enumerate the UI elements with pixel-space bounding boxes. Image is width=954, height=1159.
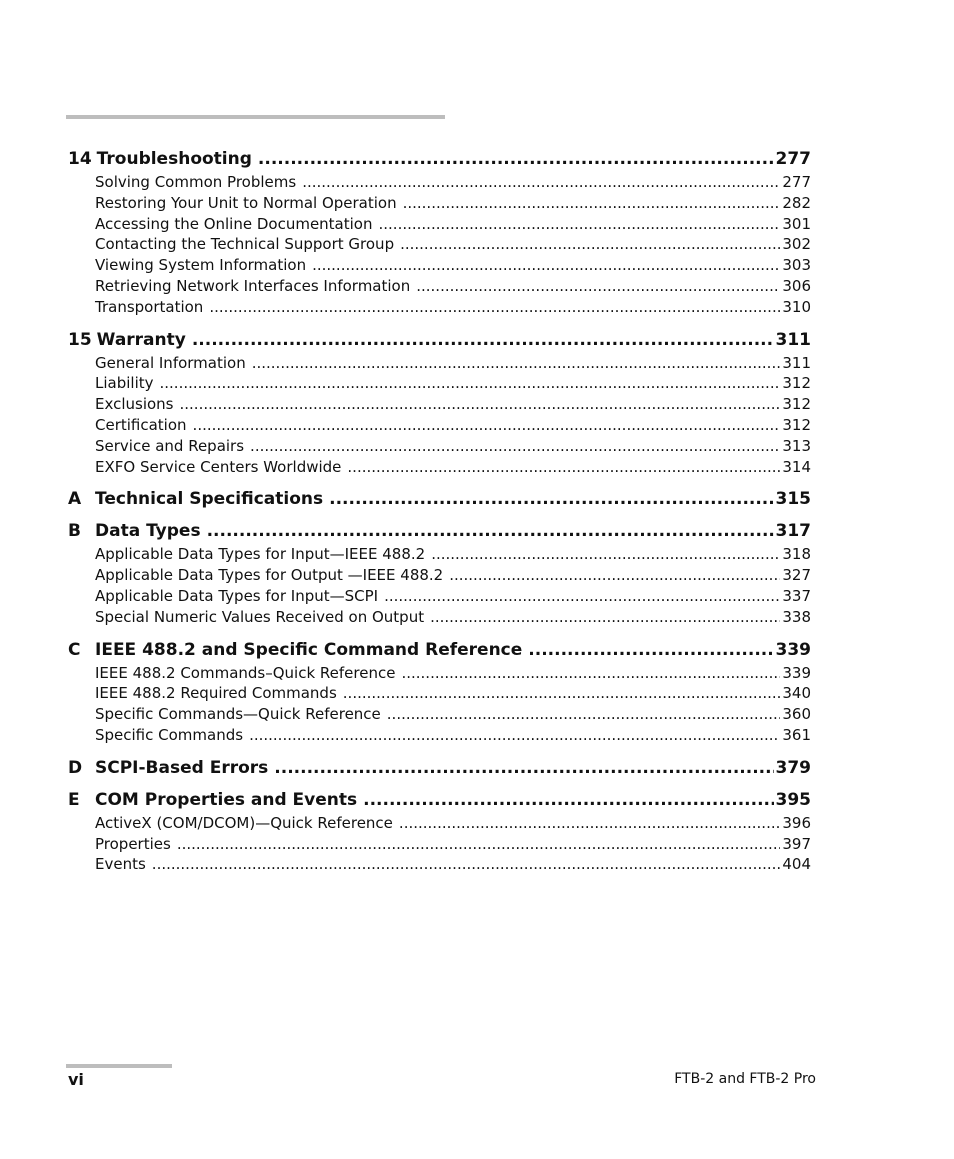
dot-leader — [430, 607, 780, 628]
toc-entry[interactable] — [95, 214, 811, 235]
entry-page: 303 — [782, 256, 811, 275]
chapter-number: 14 — [68, 149, 92, 169]
entry-title: Applicable Data Types for Output —IEEE 488.2 — [95, 566, 444, 585]
chapter-page: 315 — [775, 489, 811, 510]
entry-page: 340 — [782, 684, 811, 703]
dot-leader — [258, 146, 774, 172]
entry-page: 397 — [782, 834, 811, 853]
entry-page: 312 — [782, 415, 811, 434]
entry-title: Retrieving Network Interfaces Information — [95, 276, 411, 295]
chapter-page: 277 — [775, 149, 811, 169]
chapter-title: Troubleshooting — [96, 149, 252, 169]
toc-entry[interactable] — [95, 415, 811, 436]
dot-leader — [250, 436, 780, 457]
toc-entry[interactable] — [95, 353, 811, 374]
toc-entry[interactable] — [95, 607, 811, 628]
dot-leader — [416, 276, 780, 297]
toc-chapter[interactable] — [68, 486, 811, 512]
entry-page: 339 — [782, 663, 811, 682]
toc-entry[interactable] — [95, 373, 811, 394]
chapter-number: C — [68, 639, 81, 660]
entry-title: Solving Common Problems — [95, 173, 297, 191]
entry-page: 301 — [782, 214, 811, 233]
entry-title: ActiveX (COM/DCOM)—Quick Reference — [95, 813, 393, 832]
dot-leader — [177, 834, 781, 855]
toc-entry[interactable] — [95, 544, 811, 565]
header-rule — [66, 115, 445, 119]
chapter-number: A — [68, 489, 82, 510]
entry-title: Liability — [95, 374, 154, 393]
entry-title: IEEE 488.2 Required Commands — [95, 684, 337, 703]
chapter-page: 339 — [775, 639, 811, 660]
entry-title: Contacting the Technical Support Group — [95, 235, 395, 254]
toc-chapter[interactable] — [68, 518, 811, 544]
toc-chapter[interactable] — [68, 787, 811, 813]
dot-leader — [160, 373, 781, 394]
dot-leader — [152, 854, 781, 875]
dot-leader — [274, 755, 773, 781]
dot-leader — [329, 486, 773, 512]
toc-chapter[interactable] — [68, 755, 811, 781]
toc-entry[interactable] — [95, 725, 811, 746]
entry-page: 361 — [782, 725, 811, 744]
chapter-number: 15 — [68, 329, 92, 350]
toc-entry[interactable] — [95, 297, 811, 318]
toc-chapter[interactable] — [68, 146, 811, 172]
toc-entry[interactable] — [95, 172, 811, 193]
dot-leader — [387, 704, 781, 725]
chapter-page: 311 — [775, 329, 811, 350]
dot-leader — [347, 457, 780, 478]
entry-page: 404 — [782, 855, 811, 874]
entry-title: Properties — [95, 834, 171, 853]
entry-title: EXFO Service Centers Worldwide — [95, 457, 342, 476]
toc-chapter[interactable] — [68, 327, 811, 353]
entry-page: 312 — [782, 374, 811, 393]
entry-title: Exclusions — [95, 395, 174, 414]
entry-title: Service and Repairs — [95, 436, 245, 455]
dot-leader — [343, 683, 781, 704]
toc-entry[interactable] — [95, 394, 811, 415]
toc-entry[interactable] — [95, 834, 811, 855]
entry-title: Special Numeric Values Received on Output — [95, 607, 425, 626]
toc-entry[interactable] — [95, 683, 811, 704]
toc-entry[interactable] — [95, 854, 811, 875]
entry-page: 310 — [782, 297, 811, 316]
chapter-title: Technical Specifications — [95, 489, 324, 510]
entry-title: Specific Commands—Quick Reference — [95, 705, 381, 724]
entry-title: General Information — [95, 353, 246, 372]
toc-entry[interactable] — [95, 234, 811, 255]
entry-title: Events — [95, 855, 146, 874]
toc-chapter[interactable] — [68, 637, 811, 663]
dot-leader — [384, 586, 780, 607]
dot-leader — [302, 172, 780, 193]
chapter-title: IEEE 488.2 and Specific Command Reference — [95, 639, 523, 660]
toc-entry[interactable] — [95, 457, 811, 478]
entry-page: 314 — [782, 457, 811, 476]
entry-title: Viewing System Information — [95, 256, 307, 275]
toc-entry[interactable] — [95, 565, 811, 586]
dot-leader — [528, 637, 773, 663]
page-number: vi — [68, 1070, 84, 1089]
entry-title: Certification — [95, 415, 187, 434]
footer-rule — [66, 1064, 172, 1068]
toc-entry[interactable] — [95, 704, 811, 725]
chapter-page: 379 — [775, 757, 811, 778]
dot-leader — [363, 787, 773, 813]
entry-page: 302 — [782, 235, 811, 254]
entry-page: 313 — [782, 436, 811, 455]
dot-leader — [312, 255, 780, 276]
dot-leader — [209, 297, 780, 318]
table-of-contents — [68, 146, 811, 875]
entry-page: 338 — [782, 607, 811, 626]
dot-leader — [193, 415, 781, 436]
toc-entry[interactable] — [95, 276, 811, 297]
dot-leader — [180, 394, 781, 415]
entry-page: 282 — [782, 193, 811, 212]
entry-page: 312 — [782, 395, 811, 414]
chapter-title: Warranty — [96, 329, 186, 350]
dot-leader — [401, 663, 780, 684]
chapter-number: E — [68, 789, 80, 810]
dot-leader — [431, 544, 780, 565]
entry-title: Applicable Data Types for Input—IEEE 488.2 — [95, 545, 426, 564]
dot-leader — [399, 813, 780, 834]
entry-title: IEEE 488.2 Commands–Quick Reference — [95, 663, 396, 682]
entry-page: 306 — [782, 276, 811, 295]
product-name: FTB-2 and FTB-2 Pro — [674, 1071, 816, 1087]
dot-leader — [249, 725, 780, 746]
entry-page: 311 — [782, 353, 811, 372]
toc-entry[interactable] — [95, 586, 811, 607]
dot-leader — [192, 327, 774, 353]
entry-title: Specific Commands — [95, 725, 244, 744]
dot-leader — [379, 214, 781, 235]
entry-title: Transportation — [95, 297, 204, 316]
entry-page: 337 — [782, 586, 811, 605]
dot-leader — [400, 234, 780, 255]
entry-page: 318 — [782, 545, 811, 564]
entry-page: 396 — [782, 813, 811, 832]
toc-entry[interactable] — [95, 193, 811, 214]
chapter-page: 317 — [775, 521, 811, 542]
toc-entry[interactable] — [95, 255, 811, 276]
chapter-title: Data Types — [95, 521, 201, 542]
toc-entry[interactable] — [95, 436, 811, 457]
entry-title: Accessing the Online Documentation — [95, 214, 373, 233]
dot-leader — [207, 518, 774, 544]
dot-leader — [403, 193, 781, 214]
entry-page: 360 — [782, 705, 811, 724]
entry-page: 327 — [782, 566, 811, 585]
chapter-number: B — [68, 521, 81, 542]
entry-title: Applicable Data Types for Input—SCPI — [95, 586, 379, 605]
toc-entry[interactable] — [95, 663, 811, 684]
entry-page: 277 — [782, 173, 811, 191]
chapter-page: 395 — [775, 789, 811, 810]
dot-leader — [449, 565, 780, 586]
toc-entry[interactable] — [95, 813, 811, 834]
chapter-number: D — [68, 757, 83, 778]
chapter-title: COM Properties and Events — [95, 789, 358, 810]
dot-leader — [252, 353, 781, 374]
chapter-title: SCPI-Based Errors — [95, 757, 269, 778]
entry-title: Restoring Your Unit to Normal Operation — [95, 193, 397, 212]
